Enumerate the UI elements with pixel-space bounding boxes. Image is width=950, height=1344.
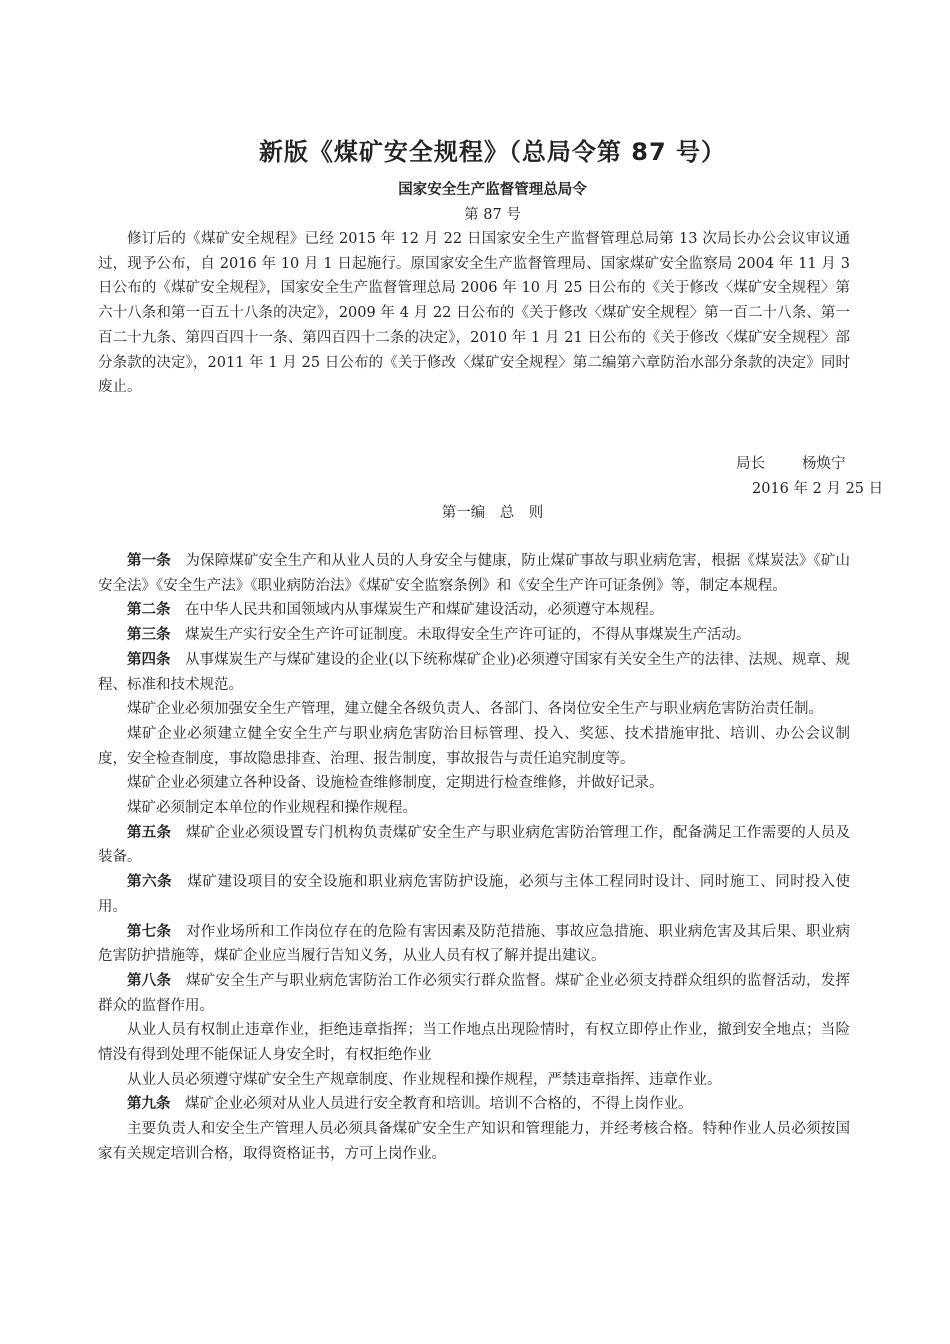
article-text: 为保障煤矿安全生产和从业人员的人身安全与健康，防止煤矿事故与职业病危害，根据《煤炭法》《矿山安全法》《安全生产法》《职业病防治法》《煤矿安全监察条例》和《安全生产许可证条例》等，制定本规程。 bbox=[98, 553, 851, 594]
article-label: 第七条 bbox=[127, 923, 172, 940]
signature-date: 2016 年 2 月 25 日 bbox=[752, 481, 884, 497]
article-label: 第九条 bbox=[127, 1096, 171, 1113]
article-paragraph bbox=[98, 870, 850, 919]
article-label: 第六条 bbox=[127, 874, 173, 891]
article-label: 第三条 bbox=[127, 627, 171, 644]
article-paragraph bbox=[98, 821, 850, 870]
article-paragraph bbox=[98, 598, 850, 623]
article-text: 在中华人民共和国领域内从事煤炭生产和煤矿建设活动，必须遵守本规程。 bbox=[185, 602, 664, 619]
article-continuation-paragraph bbox=[98, 796, 850, 821]
article-text: 对作业场所和工作岗位存在的危险有害因素及防范措施、事故应急措施、职业病危害及其后果、职业病危害防护措施等，煤矿企业应当履行告知义务，从业人员有权了解并提出建议。 bbox=[98, 923, 850, 965]
article-label: 第五条 bbox=[127, 824, 172, 841]
signer-title: 局长 bbox=[736, 456, 765, 472]
article-text: 煤矿企业必须对从业人员进行安全教育和培训。培训不合格的，不得上岗作业。 bbox=[185, 1096, 693, 1113]
article-continuation-paragraph bbox=[98, 771, 850, 796]
article-text: 煤矿安全生产与职业病危害防治工作必须实行群众监督。煤矿企业必须支持群众组织的监督活动，发挥群众的监督作用。 bbox=[98, 972, 850, 1014]
article-text: 煤矿企业必须设置专门机构负责煤矿安全生产与职业病危害防治管理工作，配备满足工作需要的人员及装备。 bbox=[98, 824, 850, 866]
article-text: 从业人员有权制止违章作业，拒绝违章指挥；当工作地点出现险情时，有权立即停止作业，撤到安全地点；当险情没有得到处理不能保证人身安全时，有权拒绝作业 bbox=[98, 1022, 850, 1064]
article-paragraph bbox=[98, 549, 850, 598]
article-paragraph bbox=[98, 920, 850, 969]
article-text: 主要负责人和安全生产管理人员必须具备煤矿安全生产知识和管理能力，并经考核合格。特种作业人员必须按国家有关规定培训合格，取得资格证书，方可上岗作业。 bbox=[98, 1121, 850, 1162]
issuer-heading: 国家安全生产监督管理总局令 bbox=[398, 182, 587, 198]
article-continuation-paragraph bbox=[98, 697, 850, 722]
document-title: 新版《煤矿安全规程》（总局令第 87 号） bbox=[258, 138, 727, 166]
article-text: 从业人员必须遵守煤矿安全生产规章制度、作业规程和操作规程，严禁违章指挥、违章作业。 bbox=[127, 1071, 722, 1088]
article-label: 第八条 bbox=[127, 972, 172, 989]
article-label: 第四条 bbox=[127, 651, 171, 668]
article-paragraph bbox=[98, 1092, 850, 1117]
article-label: 第一条 bbox=[127, 553, 171, 569]
signer-name: 杨焕宁 bbox=[802, 456, 846, 472]
article-paragraph bbox=[98, 648, 850, 697]
part-heading: 第一编 总 则 bbox=[441, 505, 544, 521]
articles-body bbox=[98, 549, 850, 1167]
article-continuation-paragraph bbox=[98, 1018, 850, 1067]
article-continuation-paragraph bbox=[98, 1068, 850, 1093]
article-label: 第二条 bbox=[127, 602, 171, 619]
article-text: 煤矿建设项目的安全设施和职业病危害防护设施，必须与主体工程同时设计、同时施工、同时投入使用。 bbox=[98, 874, 851, 915]
article-paragraph bbox=[98, 623, 850, 648]
article-text: 从事煤炭生产与煤矿建设的企业(以下统称煤矿企业)必须遵守国家有关安全生产的法律、法规、规章、规程、标准和技术规范。 bbox=[98, 651, 851, 693]
article-text: 煤矿企业必须加强安全生产管理，建立健全各级负责人、各部门、各岗位安全生产与职业病危害防治责任制。 bbox=[127, 701, 823, 718]
article-text: 煤矿企业必须建立各种设备、设施检查维修制度，定期进行检查维修，并做好记录。 bbox=[127, 775, 664, 792]
preamble-paragraph: 修订后的《煤矿安全规程》已经 2015 年 12 月 22 日国家安全生产监督管理总局第 13 次局长办公会议审议通过，现予公布，自 2016 年 10 月 1 日起施行。原国家安全生产监督管理局、国家煤矿安全监察局 2004 年 11 月 3 日公布的《煤矿安全规程》，国家安全生产监督管理总局 2006 年 10 月 25 日公布的《关于修改〈煤矿安全规程〉第六十八条和第一百五十八条的决定》，2009 年 4 月 22 日公布的《关于修改〈煤矿安全规程〉第一百二十八条、第一百二十九条、第四百四十一条、第四百四十二条的决定》，2010 年 1 月 21 日公布的《关于修改〈煤矿安全规程〉部分条款的决定》，2011 年 1 月 25 日公布的《关于修改〈煤矿安全规程〉第二编第六章防治水部分条款的决定》同时废止。 bbox=[98, 231, 850, 396]
article-text: 煤矿必须制定本单位的作业规程和操作规程。 bbox=[127, 800, 417, 817]
article-text: 煤矿企业必须建立健全安全生产与职业病危害防治目标管理、投入、奖惩、技术措施审批、培训、办公会议制度，安全检查制度，事故隐患排查、治理、报告制度，事故报告与责任追究制度等。 bbox=[98, 725, 850, 767]
article-paragraph bbox=[98, 969, 850, 1018]
article-continuation-paragraph bbox=[98, 1117, 850, 1166]
article-continuation-paragraph bbox=[98, 722, 850, 771]
order-number: 第 87 号 bbox=[464, 207, 521, 223]
article-text: 煤炭生产实行安全生产许可证制度。未取得安全生产许可证的，不得从事煤炭生产活动。 bbox=[185, 627, 751, 644]
